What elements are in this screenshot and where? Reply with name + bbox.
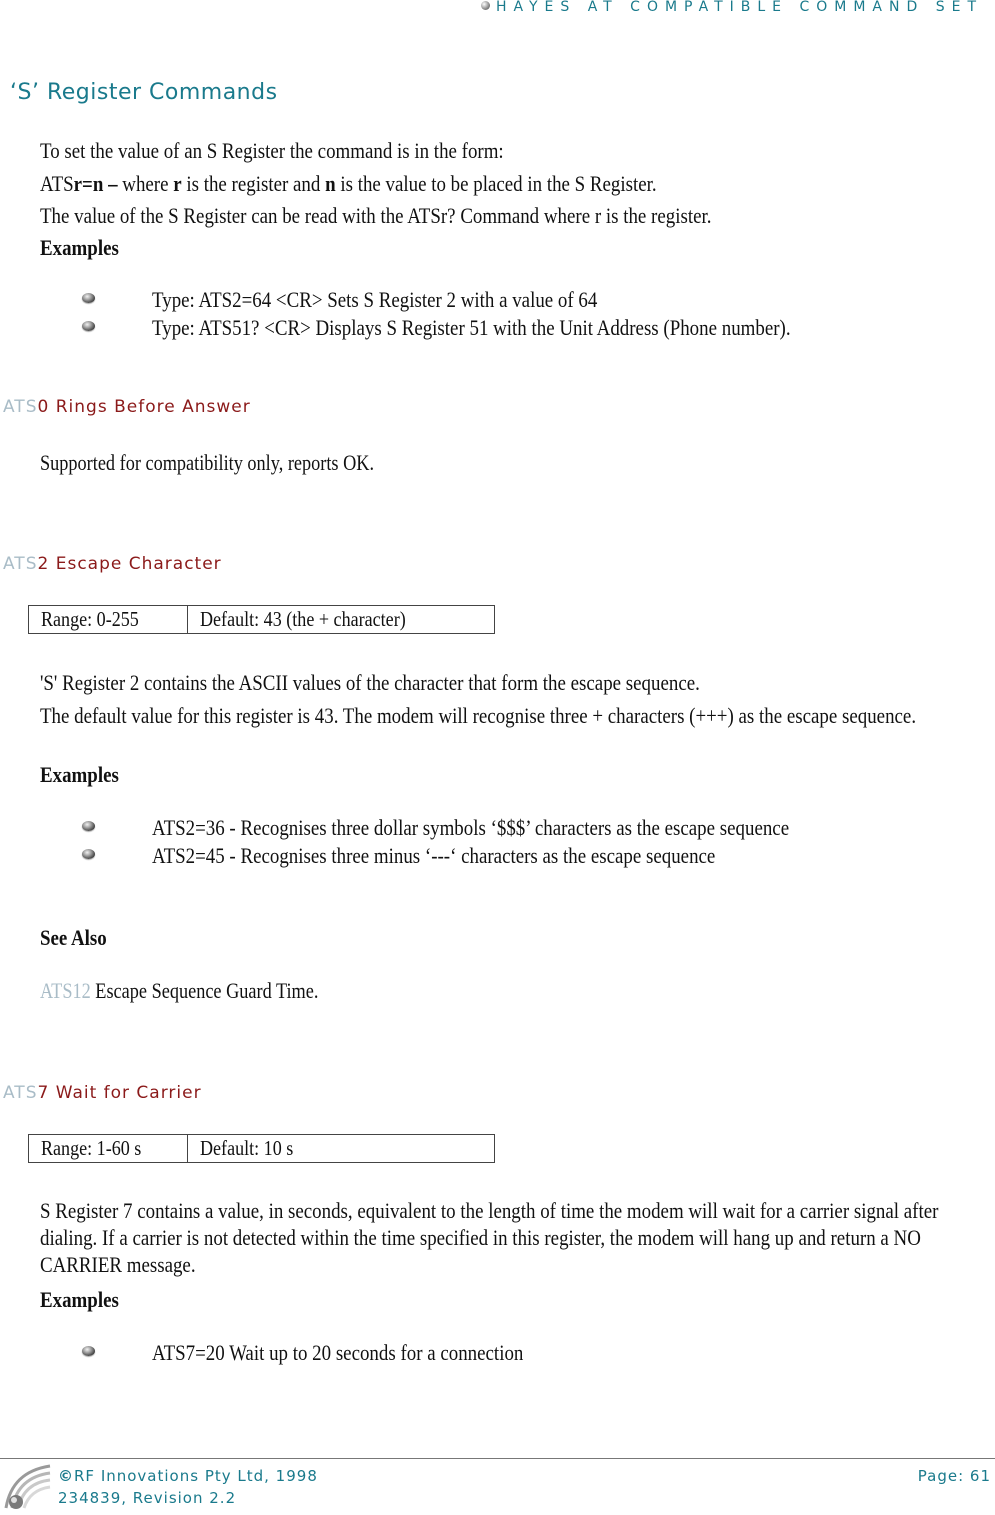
bullet-icon [82, 321, 95, 331]
example-item: Type: ATS2=64 <CR> Sets S Register 2 with a value of 64 [152, 287, 598, 312]
default-cell: Default: 43 (the + character) [188, 606, 495, 634]
footer-doc-ref: 234839, Revision 2.2 [58, 1489, 237, 1507]
table-row [29, 1135, 495, 1163]
bullet-icon [82, 849, 95, 859]
intro-line-1: To set the value of an S Register the command is in the form: [40, 138, 504, 163]
examples-label: Examples [40, 235, 119, 260]
table-row [29, 606, 495, 634]
intro-line-2: ATSr=n – where r is the register and n is the value to be placed in the S Register. [40, 171, 657, 196]
section-title: ‘S’ Register Commands [10, 80, 278, 105]
ats0-body: Supported for compatibility only, reports OK. [40, 450, 375, 475]
example-item: ATS2=36 - Recognises three dollar symbols ‘$$$’ characters as the escape sequence [152, 815, 790, 840]
bullet-icon [82, 293, 95, 303]
subsection-title-ats0: ATS0 Rings Before Answer [3, 397, 251, 417]
range-cell: Range: 1-60 s [29, 1135, 188, 1163]
bullet-icon [82, 821, 95, 831]
see-also-line: ATS12 Escape Sequence Guard Time. [40, 978, 319, 1003]
subsection-title-ats7: ATS7 Wait for Carrier [3, 1083, 202, 1103]
default-cell: Default: 10 s [188, 1135, 495, 1163]
footer-divider [0, 1458, 995, 1459]
ats2-para-2: The default value for this register is 43. The modem will recognise three + characters (+++) as the escape sequence. [40, 703, 917, 728]
example-item: ATS7=20 Wait up to 20 seconds for a connection [152, 1340, 524, 1365]
ats7-para: S Register 7 contains a value, in seconds, equivalent to the length of time the modem will wait for a carrier signal after dialing. If a carrier is not detected within the time specified in this register, the modem will hang up and return a NO CARRIER message. [40, 1198, 939, 1277]
intro-line-3: The value of the S Register can be read with the ATSr? Command where r is the register. [40, 203, 712, 228]
running-header [481, 0, 983, 22]
ats2-range-table [28, 605, 495, 634]
footer-copyright: ©RF Innovations Pty Ltd, 1998 [58, 1467, 318, 1485]
example-item: Type: ATS51? <CR> Displays S Register 51 with the Unit Address (Phone number). [152, 315, 791, 340]
header-bullet-icon [481, 1, 490, 10]
examples-label: Examples [40, 762, 119, 787]
bullet-icon [82, 1346, 95, 1356]
page-number: Page: 61 [917, 1467, 991, 1485]
examples-label: Examples [40, 1287, 119, 1312]
see-also-link[interactable]: ATS12 [40, 978, 91, 1003]
example-item: ATS2=45 - Recognises three minus ‘---‘ characters as the escape sequence [152, 843, 716, 868]
subsection-title-ats2: ATS2 Escape Character [3, 554, 222, 574]
company-logo-icon [2, 1462, 54, 1512]
see-also-label: See Also [40, 925, 107, 950]
running-title: HAYES AT COMPATIBLE COMMAND SET [495, 0, 983, 15]
ats7-range-table [28, 1134, 495, 1163]
ats2-para-1: 'S' Register 2 contains the ASCII values of the character that form the escape sequence. [40, 670, 700, 695]
range-cell: Range: 0-255 [29, 606, 188, 634]
